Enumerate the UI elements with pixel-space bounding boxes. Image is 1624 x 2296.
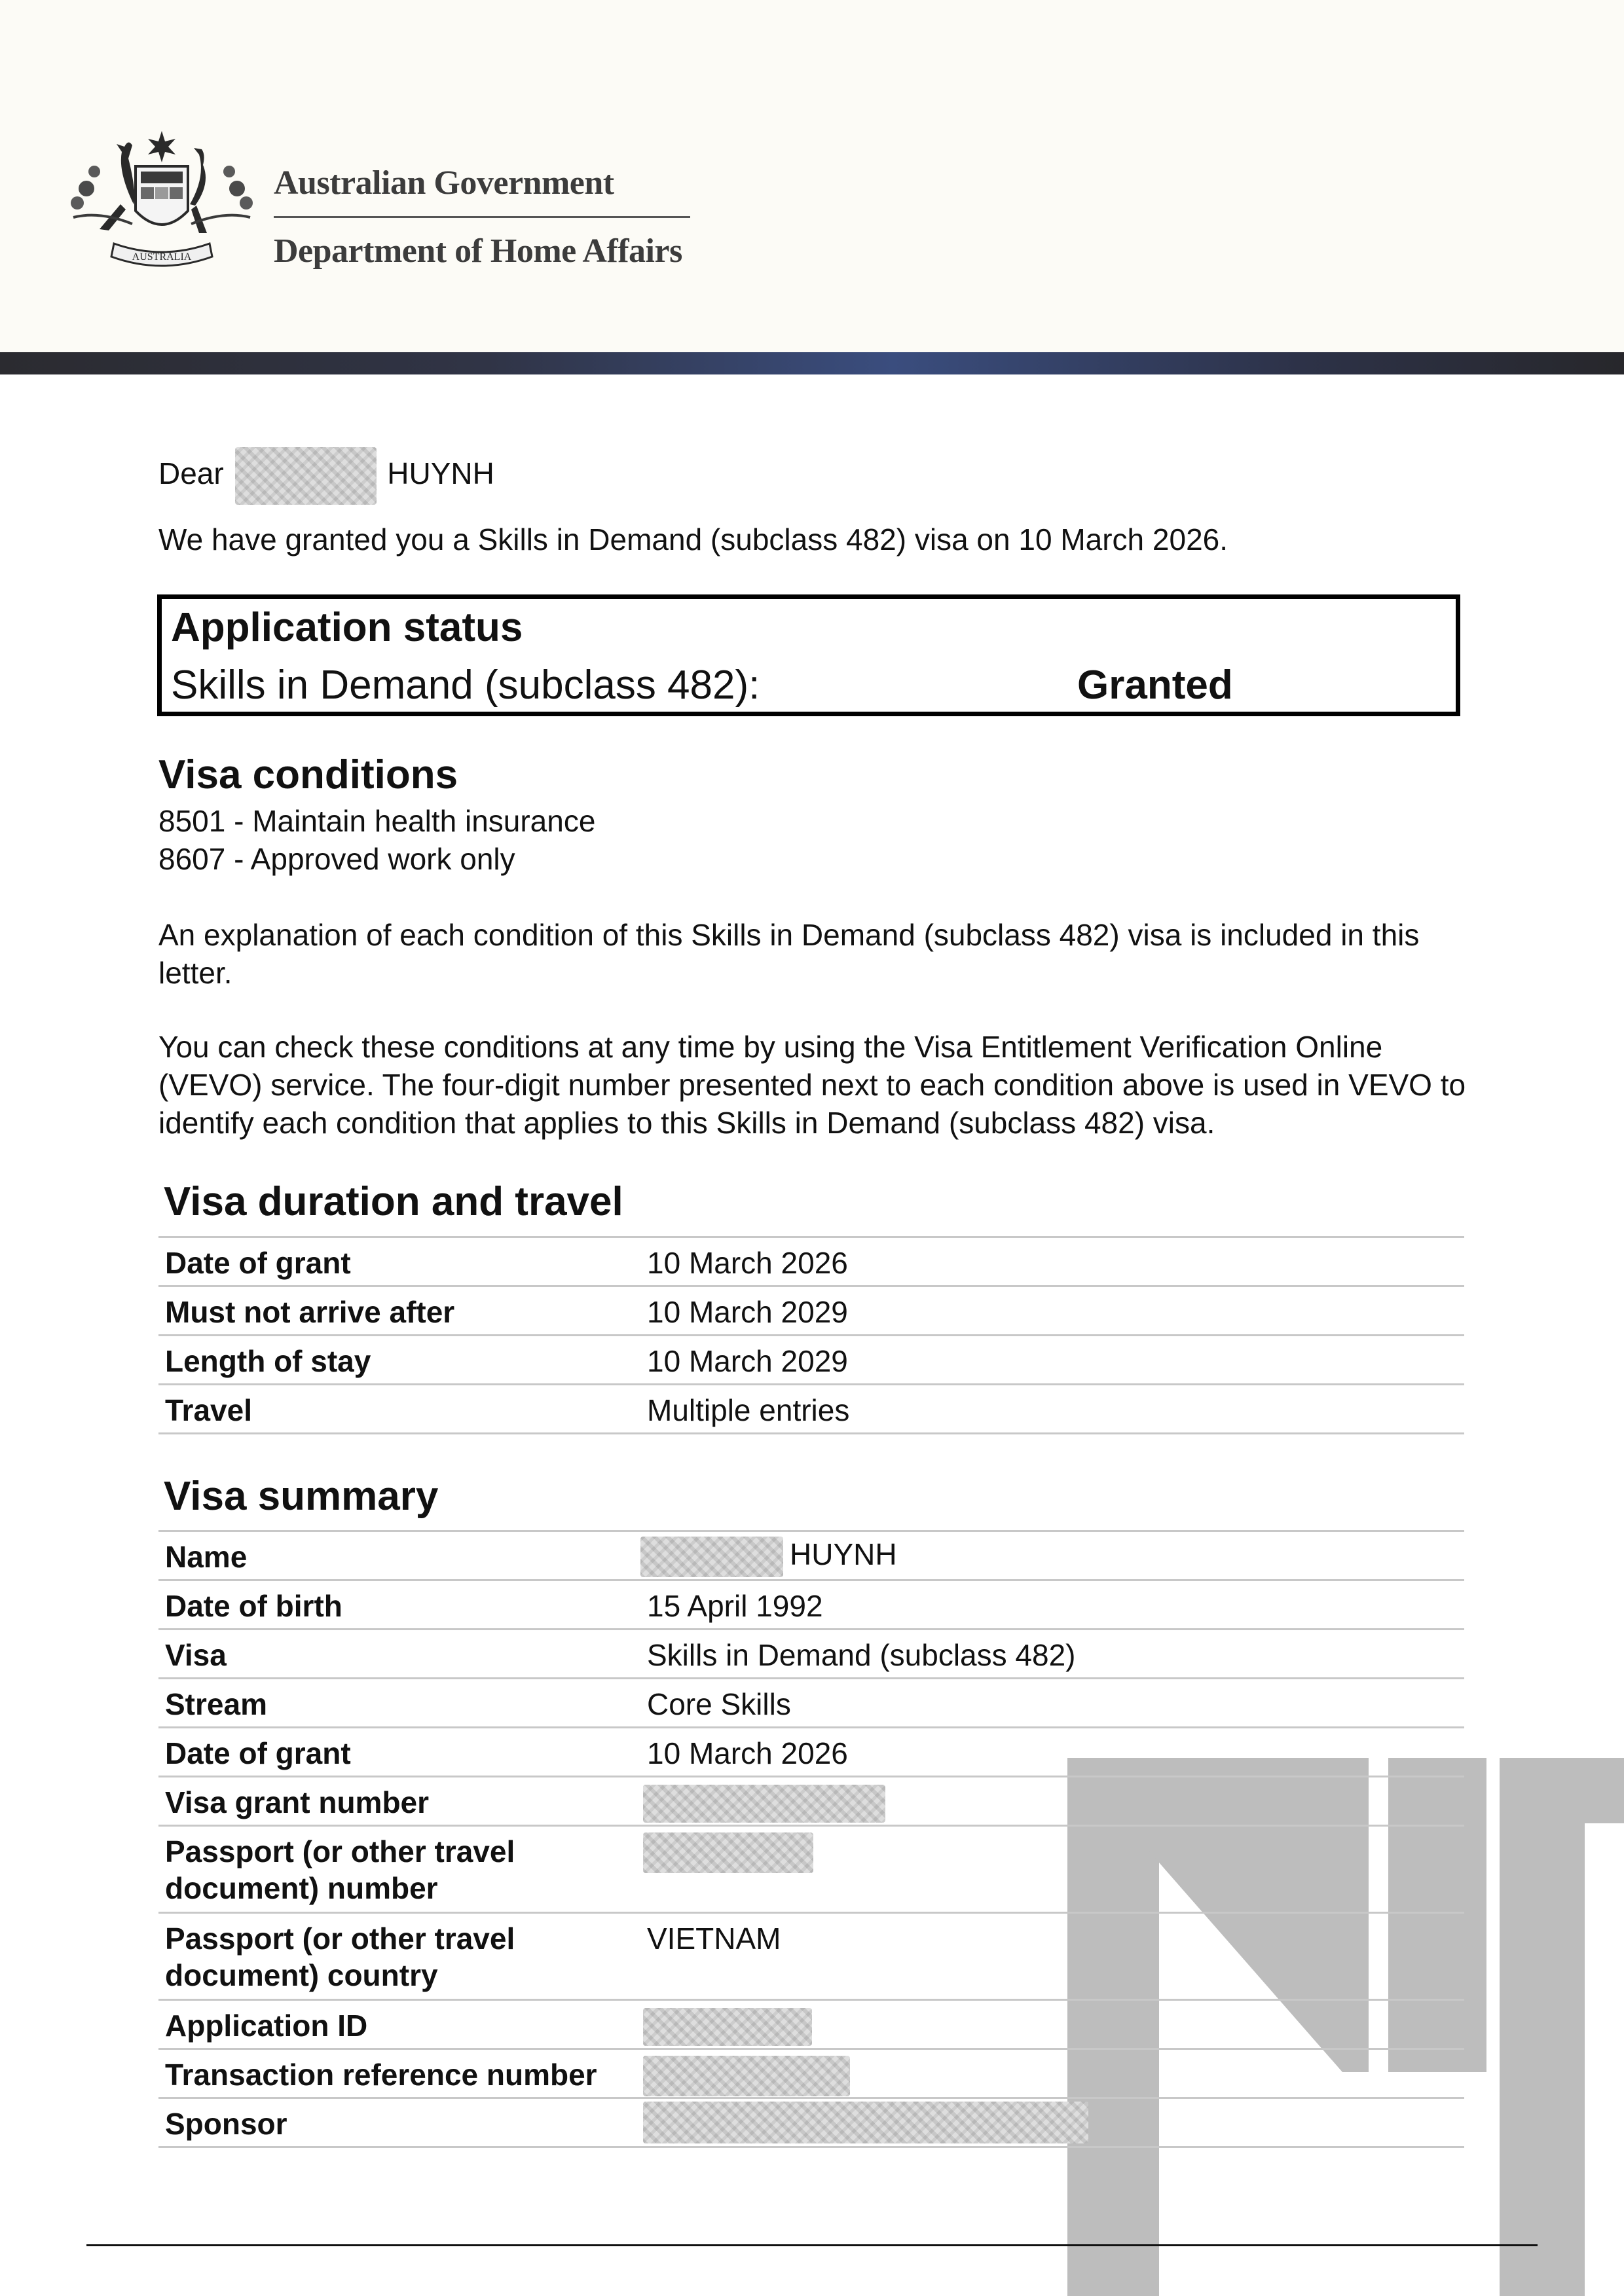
table-row [158, 1530, 1464, 1579]
redacted-visa-grant-number [643, 1785, 885, 1823]
row-value: 10 March 2029 [647, 1295, 848, 1329]
row-label: Must not arrive after [165, 1295, 455, 1329]
redacted-sponsor [643, 2102, 1088, 2143]
row-label: Passport (or other travel document) number [165, 1834, 515, 1905]
header-accent-bar [0, 352, 1624, 374]
department-name: Department of Home Affairs [274, 232, 682, 270]
redacted-transaction-reference [643, 2056, 850, 2096]
recipient-surname: HUYNH [387, 456, 494, 491]
status-visa-label: Skills in Demand (subclass 482): [171, 663, 760, 708]
table-row [158, 2097, 1464, 2148]
summary-heading: Visa summary [164, 1474, 439, 1519]
row-label: Travel [165, 1393, 252, 1427]
row-value: 10 March 2026 [647, 1736, 848, 1770]
conditions-explanation: An explanation of each condition of this Skills in Demand (subclass 482) visa is included in this letter. [158, 918, 1420, 990]
table-row [158, 1999, 1464, 2048]
redacted-passport-number [643, 1832, 813, 1873]
row-label: Length of stay [165, 1344, 371, 1378]
grant-intro: We have granted you a Skills in Demand (subclass 482) visa on 10 March 2026. [158, 522, 1228, 556]
application-status-box [157, 594, 1460, 716]
table-row [158, 1383, 1464, 1434]
table-row [158, 1628, 1464, 1677]
row-value [643, 1783, 885, 1823]
row-label: Stream [165, 1687, 267, 1721]
row-value [640, 1536, 897, 1577]
table-row [158, 2048, 1464, 2097]
coat-of-arms-icon [60, 126, 263, 275]
conditions-heading: Visa conditions [158, 752, 458, 797]
table-row [158, 1285, 1464, 1334]
row-label: Name [165, 1540, 248, 1574]
row-label: Transaction reference number [165, 2058, 597, 2092]
status-title: Application status [171, 605, 523, 650]
row-label: Application ID [165, 2009, 368, 2043]
table-row [158, 1677, 1464, 1726]
table-row [158, 1776, 1464, 1825]
row-value: Multiple entries [647, 1393, 850, 1427]
table-row [158, 1726, 1464, 1776]
row-value: Core Skills [647, 1687, 791, 1721]
table-row [158, 1334, 1464, 1383]
table-row [158, 1579, 1464, 1628]
row-value: 10 March 2026 [647, 1246, 848, 1280]
vevo-explanation: You can check these conditions at any time by using the Visa Entitlement Verification Online (VEVO) service. The four-digit number presented next to each condition above is used in VEVO to identify each condition that applies to this Skills in Demand (subclass 482) visa. [158, 1030, 1466, 1140]
table-row [158, 1236, 1464, 1285]
greeting: Dear [158, 456, 224, 491]
redacted-given-name [235, 447, 377, 505]
redacted-application-id [643, 2008, 812, 2046]
header-divider [274, 216, 690, 218]
row-label: Date of grant [165, 1246, 351, 1280]
duration-heading: Visa duration and travel [164, 1179, 623, 1224]
status-result: Granted [1077, 663, 1233, 708]
duration-table [158, 1236, 1464, 1434]
table-row [158, 1912, 1464, 1999]
summary-table [158, 1530, 1464, 2148]
row-label: Date of grant [165, 1736, 351, 1770]
row-value [643, 2006, 812, 2046]
government-name: Australian Government [274, 164, 614, 202]
row-value: 15 April 1992 [647, 1589, 823, 1623]
row-label: Visa [165, 1638, 227, 1672]
row-value: Skills in Demand (subclass 482) [647, 1638, 1076, 1672]
svg-text:AUSTRALIA: AUSTRALIA [132, 251, 192, 263]
condition-item: 8501 - Maintain health insurance [158, 804, 596, 838]
row-value [643, 2102, 1088, 2143]
footer-divider [86, 2244, 1538, 2246]
row-value: VIETNAM [647, 1922, 781, 1956]
redacted-given-name [640, 1537, 783, 1577]
row-label: Date of birth [165, 1589, 342, 1623]
row-label: Passport (or other travel document) country [165, 1922, 515, 1992]
row-value: 10 March 2029 [647, 1344, 848, 1378]
row-label: Sponsor [165, 2107, 287, 2141]
row-value [643, 1832, 813, 1873]
row-label: Visa grant number [165, 1785, 430, 1819]
letterhead [0, 0, 1624, 352]
row-value [643, 2055, 850, 2096]
condition-item: 8607 - Approved work only [158, 842, 515, 876]
holder-surname: HUYNH [790, 1537, 897, 1571]
greeting-line [158, 447, 494, 505]
table-row [158, 1825, 1464, 1912]
